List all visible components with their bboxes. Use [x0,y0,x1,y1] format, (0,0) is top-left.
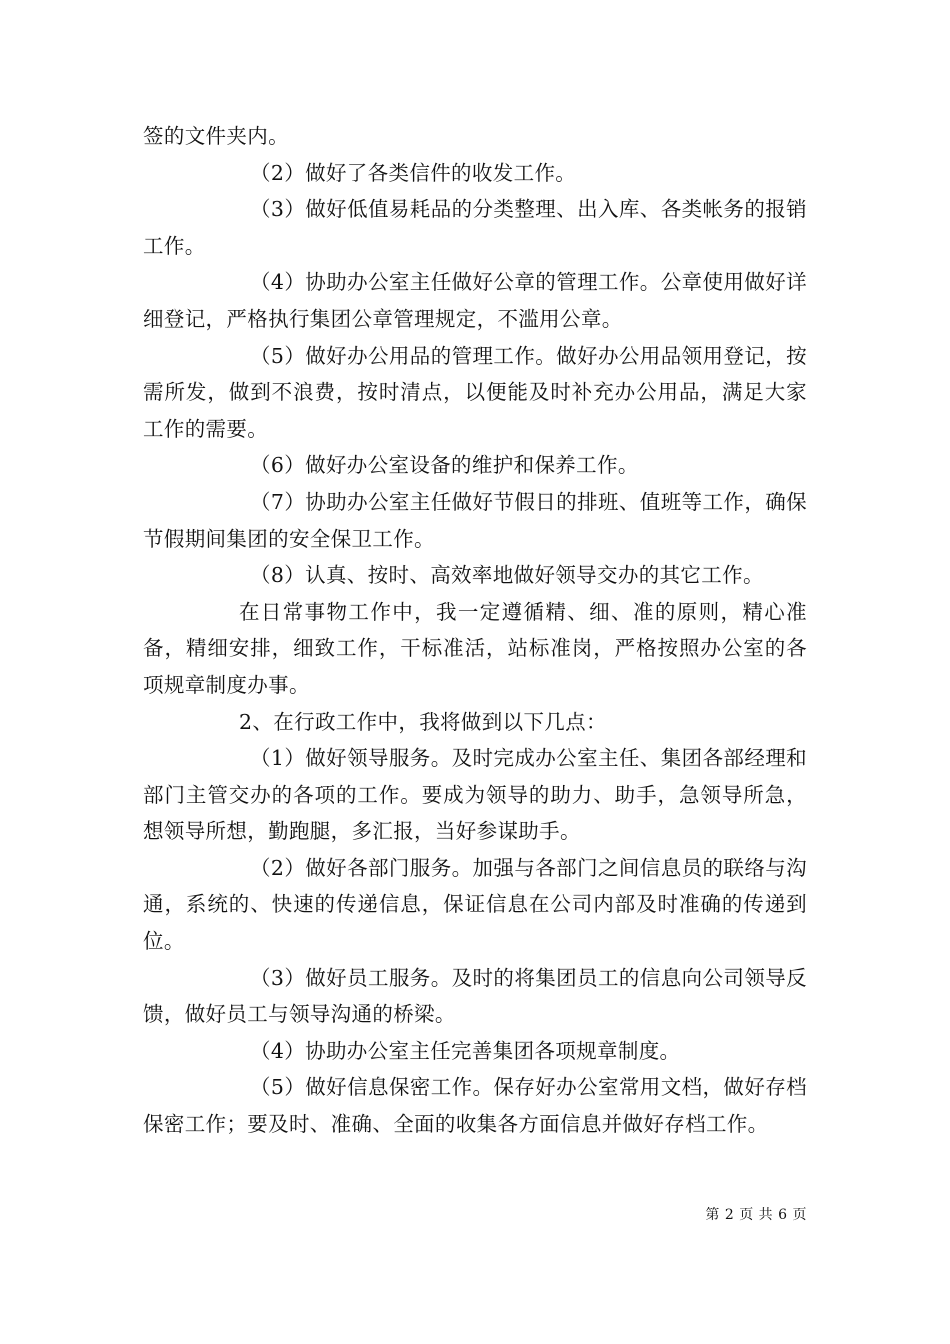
list-item-8-assigned-tasks: （8）认真、按时、高效率地做好领导交办的其它工作。 [250,563,764,588]
list-item-7-holiday-duty: （7）协助办公室主任做好节假日的排班、值班等工作，确保节假期间集团的安全保卫工作。 [143,489,807,551]
list-item-2-mail: （2）做好了各类信件的收发工作。 [250,160,577,185]
paragraph-continuation: 签的文件夹内。 [143,124,289,148]
list-item-1-leader-service: （1）做好领导服务。及时完成办公室主任、集团各部经理和部门主管交办的各项的工作。要成为领导的助力、助手，急领导所急，想领导所想，勤跑腿，多汇报，当好参谋助手。 [143,746,807,844]
paragraph-daily-work: 在日常事物工作中，我一定遵循精、细、准的原则，精心准备，精细安排，细致工作，干标准活，站标准岗，严格按照办公室的各项规章制度办事。 [143,599,807,697]
document-body [143,118,807,1143]
list-item-6-equipment: （6）做好办公室设备的维护和保养工作。 [250,453,639,478]
list-item-4-regulations: （4）协助办公室主任完善集团各项规章制度。 [250,1038,681,1063]
list-item-5-supplies: （5）做好办公用品的管理工作。做好办公用品领用登记，按需所发，做到不浪费，按时清点，以便能及时补充办公用品，满足大家工作的需要。 [143,343,807,441]
list-item-3-employee-service: （3）做好员工服务。及时的将集团员工的信息向公司领导反馈，做好员工与领导沟通的桥梁。 [143,965,807,1027]
page-number-footer: 第 2 页 共 6 页 [705,1207,807,1223]
section-heading-admin: 2、在行政工作中，我将做到以下几点： [239,709,607,734]
list-item-2-department-service: （2）做好各部门服务。加强与各部门之间信息员的联络与沟通，系统的、快速的传递信息，保证信息在公司内部及时准确的传递到位。 [143,855,807,954]
list-item-3-consumables: （3）做好低值易耗品的分类整理、出入库、各类帐务的报销工作。 [143,197,807,258]
list-item-4-seal: （4）协助办公室主任做好公章的管理工作。公章使用做好详细登记，严格执行集团公章管理规定，不滥用公章。 [143,270,807,331]
list-item-5-confidentiality: （5）做好信息保密工作。保存好办公室常用文档，做好存档保密工作；要及时、准确、全面的收集各方面信息并做好存档工作。 [143,1075,807,1137]
